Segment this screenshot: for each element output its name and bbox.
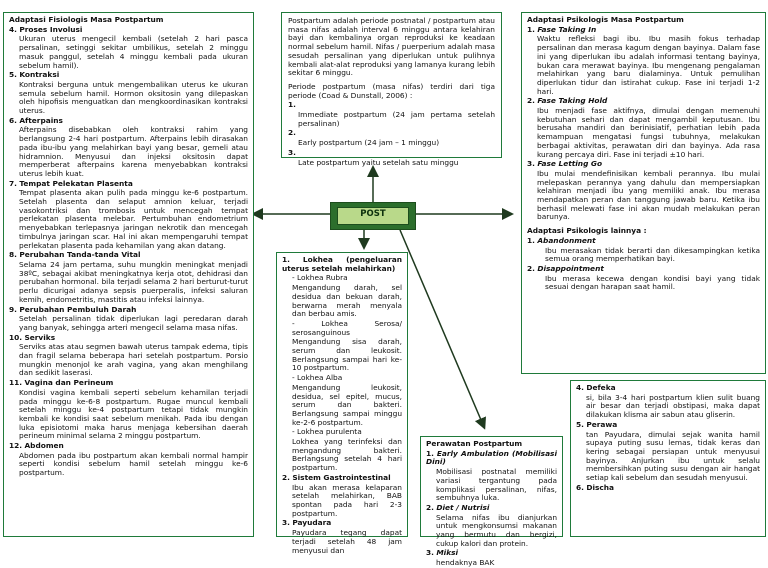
list-item [426,450,557,503]
list-item [282,256,402,273]
item-heading [576,484,760,493]
item-heading [282,256,402,273]
item-heading-text: Serviks [24,332,56,342]
list-item [426,549,557,567]
list-item [9,306,248,333]
list-item [282,474,402,519]
item-heading [527,97,760,106]
list-item [282,284,402,319]
list-item [527,265,760,292]
other-title: Adaptasi Psikologis lainnya : [527,226,647,236]
item-heading-text: Miksi [436,548,459,558]
item-heading-text: Lokhea (pengeluaran uterus setelah melahirkan) [282,255,402,273]
list-item [576,484,760,493]
item-number: 6. [9,115,17,125]
item-heading-text: Abandonment [537,235,596,245]
item-text: Late postpartum yaitu setelah satu minggu [298,157,459,167]
item-number: 2. [282,472,290,482]
item-heading [288,149,495,158]
box-title: Perawatan Postpartum [426,439,523,448]
item-text: Kontraksi berguna untuk mengembalikan uterus ke ukuran semula sebelum hamil. Hormon oksitosin yang dilepaskan oleh hipofisis menguatkan dan mengkoordinasikan kontraksi uterus. [19,79,248,116]
item-heading [9,251,248,260]
item-heading [426,504,557,513]
list-item [9,334,248,379]
list-item [9,442,248,478]
list-item [9,71,248,116]
item-heading-text: Proses Involusi [19,24,83,34]
item-text: Mengandung darah, sel desidua dan bekuan darah, berwarna merah menyala dan berbau amis. [292,283,402,319]
item-heading-text: Defeka [586,383,616,392]
item-text: hendaknya BAK [436,558,495,568]
definition-box [281,12,502,167]
item-heading-text: Fase Letting Go [537,159,603,169]
list-item [288,101,495,128]
center-label: POST [337,207,409,225]
physiological-adaptation-box [3,12,254,537]
item-text: Waktu refleksi bagi ibu. Ibu masih fokus terhadap persalinan dan merasa kagum dengan bayinya. Dalam fase ini yang diperlukan ibu adalah informasi tentang bayinya, bukan cara merawat bayinya. Ibu mengenang pengalaman melahirkan yang baru dialaminya. Untuk pemulihan diperlukan tidur dan istirahat cukup. Fase ini terjadi 1-2 hari. [537,34,760,96]
item-text: Setelah persalinan tidak diperlukan lagi peredaran darah yang banyak, sehingga arteri mengecil selama masa nifas. [19,314,248,332]
item-text: Tempat plasenta akan pulih pada minggu ke-6 postpartum. Setelah plasenta dan selaput amnion keluar, terjadi vasokontriksi dan trombosis untuk mencegah tempat perlekatan plasenta melebar. Pertumbuhan endometrium menyebabkan terlepasnya jaringan nekrotik dan mencegah timbulnya jaringan scar. Hal ini akan mempengaruhi tempat perlekatan plasenta pada kehamilan yang akan datang. [19,188,248,250]
item-heading [282,519,402,528]
item-number: 2. [527,263,535,273]
list-item [282,428,402,437]
list-item [527,26,760,97]
item-heading [288,101,495,110]
item-text: Ukuran uterus mengecil kembali (setelah 2 hari pasca persalinan, setinggi sekitar umbilikus, setelah 2 minggu masuk panggul, setelah 4 minggu kembali pada ukuran sebelum hamil). [19,34,248,70]
item-number: 5. [9,70,17,80]
box-title: Adaptasi Fisiologis Masa Postpartum [9,15,164,24]
item-heading-text: Fase Taking Hold [537,96,608,106]
physiological-items [9,26,248,478]
item-heading-text: Disappointment [537,263,604,273]
item-heading-text: Sistem Gastrointestinal [292,472,391,482]
item-number: 3. [288,147,296,157]
list-item [9,379,248,441]
item-number: 5. [576,419,584,429]
item-text: Ibu merasa kecewa dengan kondisi bayi yang tidak sesuai dengan harapan saat hamil. [545,273,760,292]
item-text: Lokhea yang terinfeksi dan mengandung bakteri. Berlangsung setelah 4 hari postpartum. [292,437,402,473]
psychological-adaptation-box [521,12,766,374]
list-item [282,374,402,383]
item-number: 4. [576,383,584,392]
item-number: 1. [288,100,296,110]
item-number: 10. [9,332,23,342]
center-node [330,202,416,230]
item-number: 1. [282,255,290,264]
item-text: Selama 24 jam pertama, suhu mungkin meningkat menjadi 38ºC, sebagai akibat meningkatnya kerja otot, dehidrasi dan perubahan hormonal. bila terjadi selama 2 hari berturut-turut perlu dicurigai adanya sepsis puerperalis, infeksi saluran kemih, endometritis, mastitis atau infeksi lainnya. [19,259,248,304]
phase-list [527,26,760,222]
list-item [282,320,402,337]
item-number: 3. [426,548,434,558]
list-item [527,237,760,264]
item-heading-text: Payudara [292,518,332,528]
item-heading-text: Early Ambulation (Mobilisasi Dini) [426,448,557,467]
item-text: Mobilisasi postnatal memiliki variasi tergantung pada komplikasi persalinan, nifas, sembuhnya luka. [436,467,557,503]
list-item [282,519,402,555]
care-items-continued [576,384,760,492]
list-item [282,384,402,428]
item-heading-text: Afterpains [19,115,63,125]
item-text: Serviks atas atau segmen bawah uterus tampak edema, tipis dan fragil selama beberapa hari setelah postpartum. Porsio mungkin menonjol ke arah vagina, yang akan menghilang dan sedikit laserasi. [19,342,248,378]
item-heading [9,26,248,35]
item-text: Ibu menjadi fase aktifnya, dimulai dengan memenuhi kebutuhan sehari dan dapat mengambil keputusan. Ibu berusaha mandiri dan berinisiatif, perhatian lebih pada kemampuan mengatasi fungsi tubuhnya, melakukan berbagai aktivitas, perawatan diri dan bayinya. Ada rasa kurang percaya diri. Fase ini terjadi ±10 hari. [537,106,760,159]
arrow-to-care-box [400,230,484,427]
item-heading [426,450,557,467]
item-heading [9,71,248,80]
item-number: 8. [9,250,17,260]
item-heading-text: Fase Taking In [537,24,597,34]
item-number: 9. [9,304,17,314]
item-number: 12. [9,441,23,451]
item-text: Mengandung sisa darah, serum dan leukosit. Berlangsung sampai hari ke-10 postpartum. [292,337,402,373]
item-number: 4. [9,24,17,34]
item-number: 2. [426,502,434,512]
item-heading [9,180,248,189]
item-text: Selama nifas ibu dianjurkan untuk mengkonsumsi makanan yang bermutu dan bergizi, cukup kalori dan protein. [436,512,557,548]
list-item [527,160,760,222]
item-heading [9,379,248,388]
item-text: - Lokhea purulenta [292,427,362,437]
item-text: Abdomen pada ibu postpartum akan kembali normal hampir seperti kondisi sebelum hamil setelah minggu ke-6 postpartum. [19,450,248,478]
list-item [576,384,760,420]
item-heading [288,129,495,138]
item-heading-text: Abdomen [24,441,64,451]
item-heading-text: Perawa [586,419,618,429]
list-item [9,117,248,179]
item-number: 1. [426,448,434,458]
item-heading-text: Kontraksi [19,70,60,80]
item-text: Ibu merasakan tidak berarti dan dikesampingkan ketika semua orang memperhatikan bayi. [545,245,760,264]
item-number: 3. [527,159,535,169]
item-heading-text: Perubahan Pembuluh Darah [19,304,137,314]
list-item [282,438,402,473]
box-title: Adaptasi Psikologis Masa Postpartum [527,15,684,24]
item-number: 7. [9,178,17,188]
care-items [426,450,557,568]
item-heading-text: Perubahan Tanda-tanda Vital [19,250,141,260]
item-text: Mengandung leukosit, desidua, sel epitel, mucus, serum dan bakteri. Berlangsung sampai minggu ke-2-6 postpartum. [292,382,402,427]
item-heading [576,384,760,393]
list-item [527,97,760,159]
item-number: 3. [282,518,290,528]
item-heading [527,26,760,35]
item-text: - Lokhea Rubra [292,273,348,283]
item-heading [9,442,248,451]
item-text: si, bila 3-4 hari postpartum klien sulit buang air besar dan terjadi obstipasi, maka dapat dilakukan klisma air sabun atau gliserin. [586,392,760,420]
periods-list [288,101,495,167]
list-item [576,421,760,483]
item-heading [426,549,557,558]
postpartum-care-continued-box [570,380,766,537]
item-heading [9,306,248,315]
list-item [288,129,495,147]
lokhea-box [276,252,408,555]
list-item [426,504,557,549]
item-heading [527,265,760,274]
item-text: Early postpartum (24 jam – 1 minggu) [298,138,440,148]
list-item [288,149,495,167]
item-number: 11. [9,378,23,388]
item-heading [282,474,402,483]
item-text: Ibu mulai mendefinisikan kembali perannya. Ibu mulai melepaskan perannya yang dahulu dan mempersiapkan kelahiran menjadi ibu yang memiliki anak. Ibu merasa mendapatkan peran dan tanggung jawab baru. Ketika ibu berhasil melewati fase ini akan mudah melakukan peran barunya. [537,168,760,222]
other-adaptation-list [527,237,760,292]
item-text: Payudara tegang dapat terjadi setelah 48 jam menyusui dan [292,528,402,555]
item-heading [527,237,760,246]
item-heading [576,421,760,430]
item-text: Immediate postpartum (24 jam pertama setelah persalinan) [298,110,495,128]
item-number: 1. [527,235,535,245]
item-number: 6. [576,482,584,492]
item-text: Ibu akan merasa kelaparan setelah melahirkan, BAB spontan pada hari 2-3 postpartum. [292,482,402,518]
item-heading [9,334,248,343]
list-item [9,251,248,304]
item-text: tan Payudara, dimulai sejak wanita hamil supaya puting susu lemas, tidak keras dan kering sebagai persiapan untuk menyusui bayinya. Anjurkan ibu untuk selalu membersihkan puting susu dengan air hangat setiap kali sebelum dan sesudah menyusui. [586,429,760,483]
item-text: Kondisi vagina kembali seperti sebelum kehamilan terjadi pada minggu ke-6-8 postpartum. Rugae muncul kembali setelah minggu ke-4 postpartum tetapi tidak mungkin kembali ke kondisi saat sebelum menikah. Pada ibu dengan luka episiotomi maka harus menjaga kebersihan daerah perineum minimal selama 2 minggu postpartum. [19,387,248,441]
lokhea-items [282,256,402,555]
item-heading [527,160,760,169]
list-item [9,180,248,251]
postpartum-care-box [420,436,563,568]
list-item [282,338,402,373]
item-text: - Lokhea Serosa/ serosanguinous [292,318,402,337]
list-item [282,274,402,283]
item-heading-text: Discha [586,482,615,492]
item-text: Afterpains disebabkan oleh kontraksi rahim yang berlangsung 2-4 hari postpartum. Afterpains lebih dirasakan pada ibu-ibu yang melahirkan bayi yang besar, gemeli atau hidramnion. Menyusui dan injeksi oksitosin dapat memperberat afterpains karena menyebabkan kontraksi uterus lebih kuat. [19,125,248,178]
item-number: 2. [288,128,296,138]
item-heading-text: Diet / Nutrisi [436,502,490,512]
item-number: 2. [527,96,535,106]
definition-text: Postpartum adalah periode postnatal / postpartum atau masa nifas adalah interval 6 minggu antara kelahiran bayi dan kembalinya organ reproduksi ke keadaan normal sebelum hamil. Nifas / puerperium adalah masa sesudah persalinan yang diperlukan untuk pulihnya kembali alat-alat reproduksi yang lamanya kurang lebih sekitar 6 minggu. [288,16,495,78]
item-heading-text: Tempat Pelekatan Plasenta [19,178,133,188]
item-heading [9,117,248,126]
list-item [9,26,248,71]
periods-title: Periode postpartum (masa nifas) terdiri dari tiga periode (Coad & Dunstall, 2006) : [288,81,495,100]
item-text: - Lokhea Alba [292,373,343,383]
item-number: 1. [527,24,535,34]
item-heading-text: Vagina dan Perineum [24,378,114,388]
